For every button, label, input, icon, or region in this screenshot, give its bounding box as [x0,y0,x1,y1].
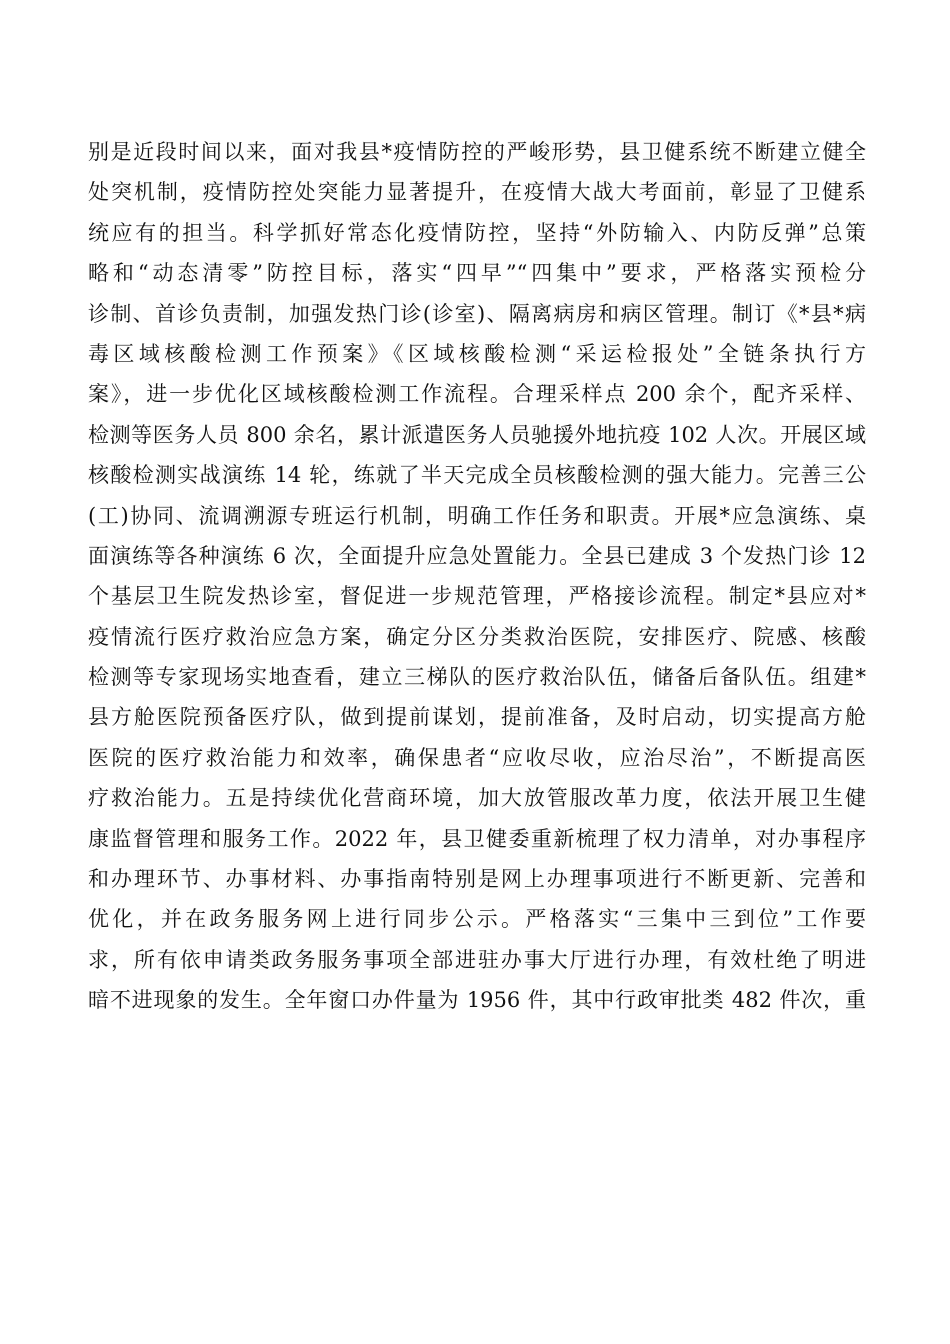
text-line: (工)协同、流调溯源专班运行机制，明确工作任务和职责。开展*应急演练、桌 [88,503,866,528]
text-line: 面演练等各种演练 6 次，全面提升应急处置能力。全县已建成 3 个发热门诊 12 [88,543,866,568]
text-line: 县方舱医院预备医疗队，做到提前谋划，提前准备，及时启动，切实提高方舱 [88,705,866,730]
body-paragraph [88,132,866,1021]
text-line: 个基层卫生院发热诊室，督促进一步规范管理，严格接诊流程。制定*县应对* [88,584,866,609]
text-line: 统应有的担当。科学抓好常态化疫情防控，坚持“外防输入、内防反弹”总策 [88,220,866,245]
text-line: 略和“动态清零”防控目标，落实“四早”“四集中”要求，严格落实预检分 [88,261,866,286]
text-line: 毒区域核酸检测工作预案》《区域核酸检测“采运检报处”全链条执行方 [88,341,866,366]
text-line: 疗救治能力。五是持续优化营商环境，加大放管服改革力度，依法开展卫生健 [88,786,866,811]
text-line: 核酸检测实战演练 14 轮，练就了半天完成全员核酸检测的强大能力。完善三公 [88,463,866,488]
text-line: 诊制、首诊负责制，加强发热门诊(诊室)、隔离病房和病区管理。制订《*县*病 [88,301,866,326]
text-line: 优化，并在政务服务网上进行同步公示。严格落实“三集中三到位”工作要 [88,907,866,932]
text-line: 康监督管理和服务工作。2022 年，县卫健委重新梳理了权力清单，对办事程序 [88,826,866,851]
text-line: 求，所有依申请类政务服务事项全部进驻办事大厅进行办理，有效杜绝了明进 [88,947,866,972]
text-line: 别是近段时间以来，面对我县*疫情防控的严峻形势，县卫健系统不断建立健全 [88,140,866,164]
text-line: 和办理环节、办事材料、办事指南特别是网上办理事项进行不断更新、完善和 [88,867,866,892]
text-line: 案》，进一步优化区域核酸检测工作流程。合理采样点 200 余个，配齐采样、 [88,382,866,407]
text-line: 处突机制，疫情防控处突能力显著提升，在疫情大战大考面前，彰显了卫健系 [88,180,866,205]
text-line: 医院的医疗救治能力和效率，确保患者“应收尽收，应治尽治”，不断提高医 [88,745,866,770]
text-line: 检测等医务人员 800 余名，累计派遣医务人员驰援外地抗疫 102 人次。开展区域 [88,422,866,447]
text-line: 暗不进现象的发生。全年窗口办件量为 1956 件，其中行政审批类 482 件次，重 [88,988,866,1013]
text-line: 疫情流行医疗救治应急方案，确定分区分类救治医院，安排医疗、院感、核酸 [88,624,866,649]
text-line: 检测等专家现场实地查看，建立三梯队的医疗救治队伍，储备后备队伍。组建* [88,665,866,690]
